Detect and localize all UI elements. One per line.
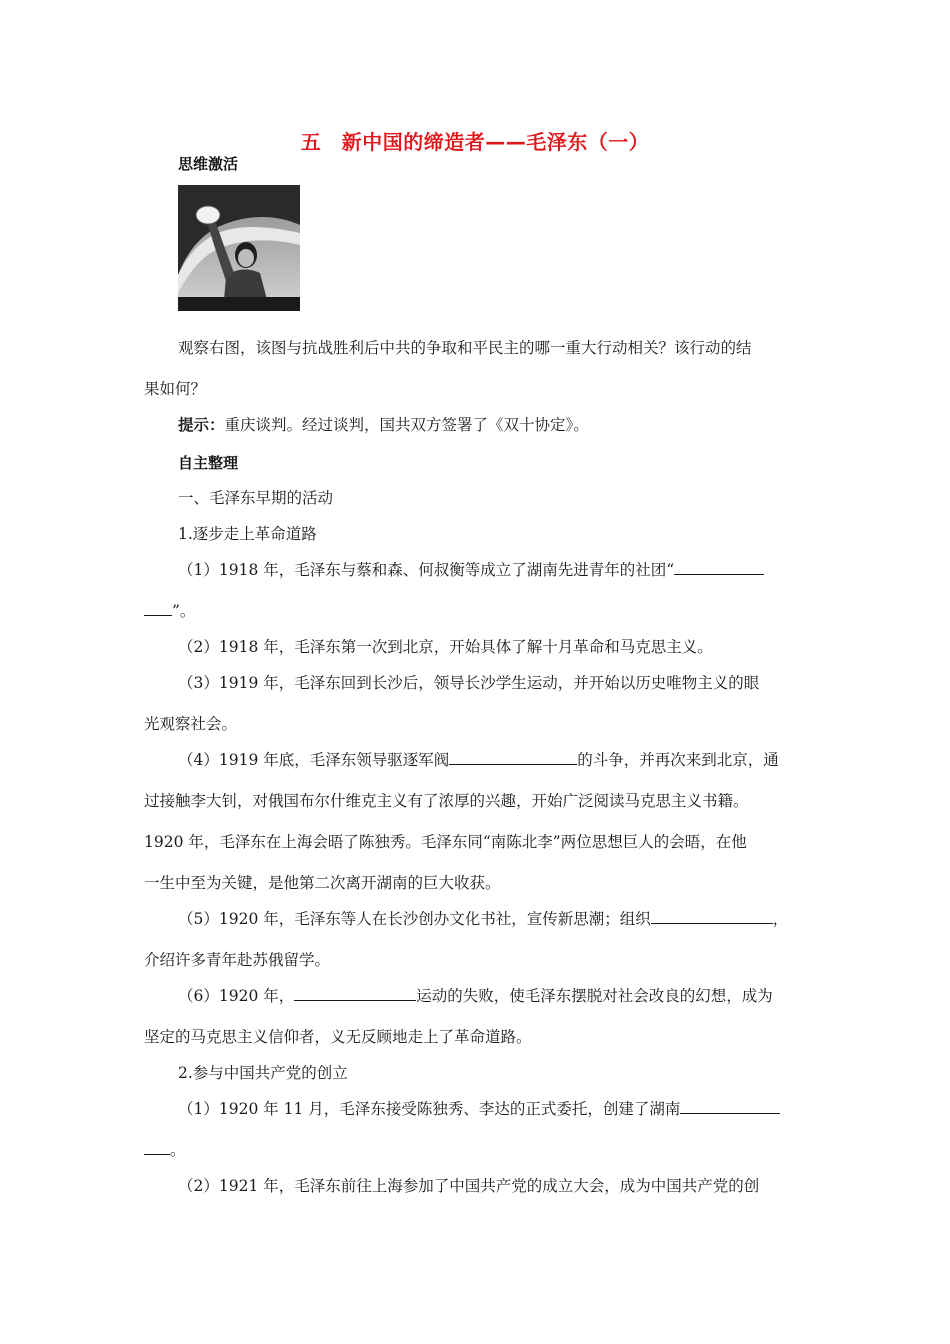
fill-blank[interactable]	[680, 1099, 780, 1114]
fill-blank[interactable]	[674, 560, 764, 575]
item-text: （1）1918 年，毛泽东与蔡和森、何叔衡等成立了湖南先进青年的社团“	[178, 561, 675, 579]
item-line	[178, 1099, 848, 1119]
item-text: （6）1920 年，	[178, 987, 295, 1005]
subheading-revolution-road: 1.逐步走上革命道路	[178, 525, 317, 543]
item-text: （1）1920 年 11 月，毛泽东接受陈独秀、李达的正式委托，创建了湖南	[178, 1100, 681, 1118]
section-heading-warmup: 思维激活	[178, 155, 239, 173]
fill-blank[interactable]	[144, 1140, 170, 1155]
item-line	[178, 750, 848, 770]
fill-blank[interactable]	[294, 986, 416, 1001]
fill-blank[interactable]	[449, 750, 577, 765]
item-line: 光观察社会。	[144, 715, 238, 733]
item-text: ”。	[172, 602, 196, 620]
item-line: （2）1918 年，毛泽东第一次到北京，开始具体了解十月革命和马克思主义。	[178, 638, 713, 656]
hint-label: 提示：	[178, 416, 225, 434]
item-text: （4）1919 年底，毛泽东领导驱逐军阀	[178, 751, 450, 769]
page-title: 五 新中国的缔造者——毛泽东（一）	[300, 130, 650, 154]
item-line: 1920 年，毛泽东在上海会晤了陈独秀。毛泽东同“南陈北李”两位思想巨人的会晤，在他	[144, 833, 747, 851]
item-text: （5）1920 年，毛泽东等人在长沙创办文化书社，宣传新思潮；组织	[178, 910, 651, 928]
item-text: 运动的失败，使毛泽东摆脱对社会改良的幻想，成为	[416, 987, 773, 1005]
historical-photo	[178, 185, 300, 311]
item-line	[178, 909, 848, 929]
item-line: （2）1921 年，毛泽东前往上海参加了中国共产党的成立大会，成为中国共产党的创	[178, 1177, 760, 1195]
question-line: 果如何？	[144, 380, 207, 398]
item-line	[178, 560, 848, 580]
hint-line	[178, 415, 848, 435]
item-text: ，	[772, 910, 789, 928]
item-line: 一生中至为关键，是他第二次离开湖南的巨大收获。	[144, 874, 501, 892]
photo-illustration	[178, 185, 300, 311]
subheading-party-founding: 2.参与中国共产党的创立	[178, 1064, 348, 1082]
question-line: 观察右图，该图与抗战胜利后中共的争取和平民主的哪一重大行动相关？该行动的结	[178, 339, 752, 357]
fill-blank[interactable]	[651, 909, 773, 924]
item-line	[178, 986, 848, 1006]
item-text: 。	[170, 1141, 186, 1159]
fill-blank[interactable]	[144, 601, 172, 616]
section-heading-self: 自主整理	[178, 454, 239, 472]
item-line: 介绍许多青年赴苏俄留学。	[144, 951, 331, 969]
item-line: 坚定的马克思主义信仰者，义无反顾地走上了革命道路。	[144, 1028, 532, 1046]
item-text: 的斗争，并再次来到北京，通	[577, 751, 779, 769]
heading-early-activities: 一、毛泽东早期的活动	[178, 489, 334, 507]
item-line	[144, 601, 814, 621]
item-line: 过接触李大钊，对俄国布尔什维克主义有了浓厚的兴趣，开始广泛阅读马克思主义书籍。	[144, 792, 749, 810]
item-line: （3）1919 年，毛泽东回到长沙后，领导长沙学生运动，并开始以历史唯物主义的眼	[178, 674, 760, 692]
hint-text: 重庆谈判。经过谈判，国共双方签署了《双十协定》。	[224, 416, 589, 434]
item-line	[144, 1140, 814, 1160]
